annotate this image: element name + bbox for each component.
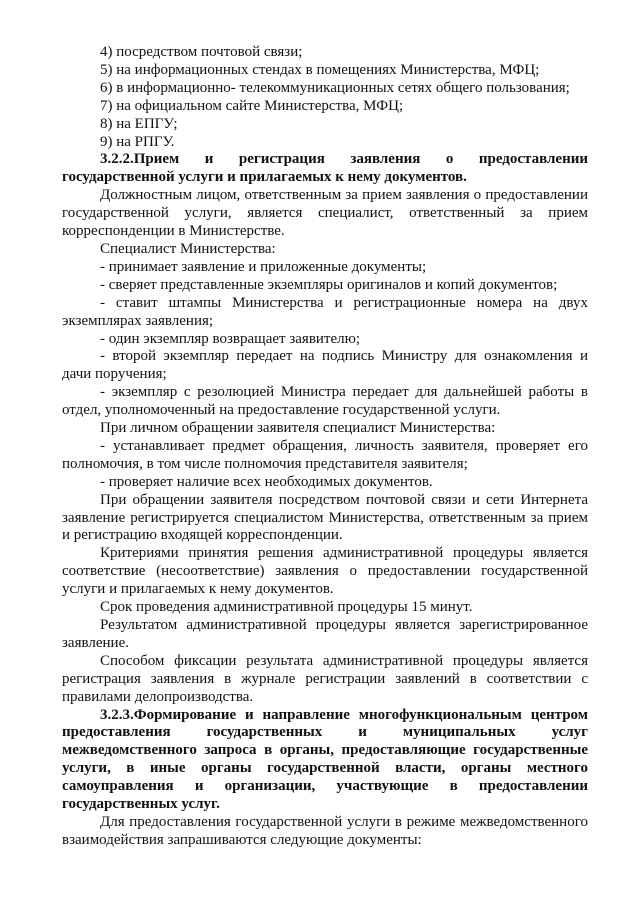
list-item-rpgu: 9) на РПГУ.: [100, 133, 175, 150]
paragraph-procedure-result: Результатом административной процедуры является зарегистрированное заявление.: [62, 617, 588, 651]
list-item-returns-copy: - один экземпляр возвращает заявителю;: [100, 330, 360, 347]
list-item-info-stands: 5) на информационных стендах в помещениях Министерства, МФЦ;: [100, 61, 540, 78]
paragraph-procedure-duration: Срок проведения административной процедуры 15 минут.: [100, 599, 473, 616]
list-item-resolution-copy: - экземпляр с резолюцией Министра передает для дальнейшей работы в отдел, уполномоченный на предоставление государственной услуги.: [62, 384, 588, 419]
paragraph-interagency-documents: Для предоставления государственной услуги в режиме межведомственного взаимодействия запрашиваются следующие документы:: [62, 813, 588, 848]
section-heading-3-2-3: 3.2.3.Формирование и направление многофункциональным центром предоставления государственных и муниципальных услуг межведомственного запроса в органы, предоставляющие государственные услуги, в иные органы государственной власти, органы местного самоуправления и организации, участвующие в предоставлении государственных услуг.: [62, 706, 588, 813]
list-item-checks-copies: - сверяет представленные экземпляры оригиналов и копий документов;: [100, 276, 558, 293]
list-item-postal: 4) посредством почтовой связи;: [100, 44, 303, 60]
paragraph-result-recording: Способом фиксации результата административной процедуры является регистрация заявления в журнале регистрации заявлений в соответствии с правилами делопроизводства.: [62, 652, 588, 705]
list-item-stamps-numbers: - ставит штампы Министерства и регистрационные номера на двух экземплярах заявления;: [62, 294, 588, 329]
document-page: [62, 44, 588, 850]
paragraph-responsible-official: Должностным лицом, ответственным за прием заявления о предоставлении государственной услуги, является специалист, ответственный за прием корреспонденции в Министерстве.: [62, 187, 588, 240]
list-item-official-site: 7) на официальном сайте Министерства, МФЦ;: [100, 97, 404, 114]
paragraph-personal-appeal: При личном обращении заявителя специалист Министерства:: [100, 420, 496, 437]
list-item-epgu: 8) на ЕПГУ;: [100, 115, 178, 132]
paragraph-decision-criteria: Критериями принятия решения административной процедуры является соответствие (несоответствие) заявления о предоставлении государственной услуги и прилагаемых к нему документов.: [62, 545, 588, 598]
paragraph-postal-internet-registration: При обращении заявителя посредством почтовой связи и сети Интернета заявление регистрируется специалистом Министерства, ответственным за прием и регистрацию входящей корреспонденции.: [62, 491, 588, 544]
list-item-checks-documents: - проверяет наличие всех необходимых документов.: [100, 473, 433, 490]
list-item-second-copy: - второй экземпляр передает на подпись Министру для ознакомления и дачи поручения;: [62, 348, 588, 383]
paragraph-specialist-intro: Специалист Министерства:: [100, 240, 276, 257]
list-item-establishes-subject: - устанавливает предмет обращения, личность заявителя, проверяет его полномочия, в том числе полномочия представителя заявителя;: [62, 437, 588, 472]
list-item-accepts-application: - принимает заявление и приложенные документы;: [100, 258, 427, 275]
list-item-telecom-networks: 6) в информационно- телекоммуникационных сетях общего пользования;: [100, 79, 570, 96]
section-heading-3-2-2: 3.2.2.Прием и регистрация заявления о предоставлении государственной услуги и прилагаемых к нему документов.: [62, 151, 588, 186]
